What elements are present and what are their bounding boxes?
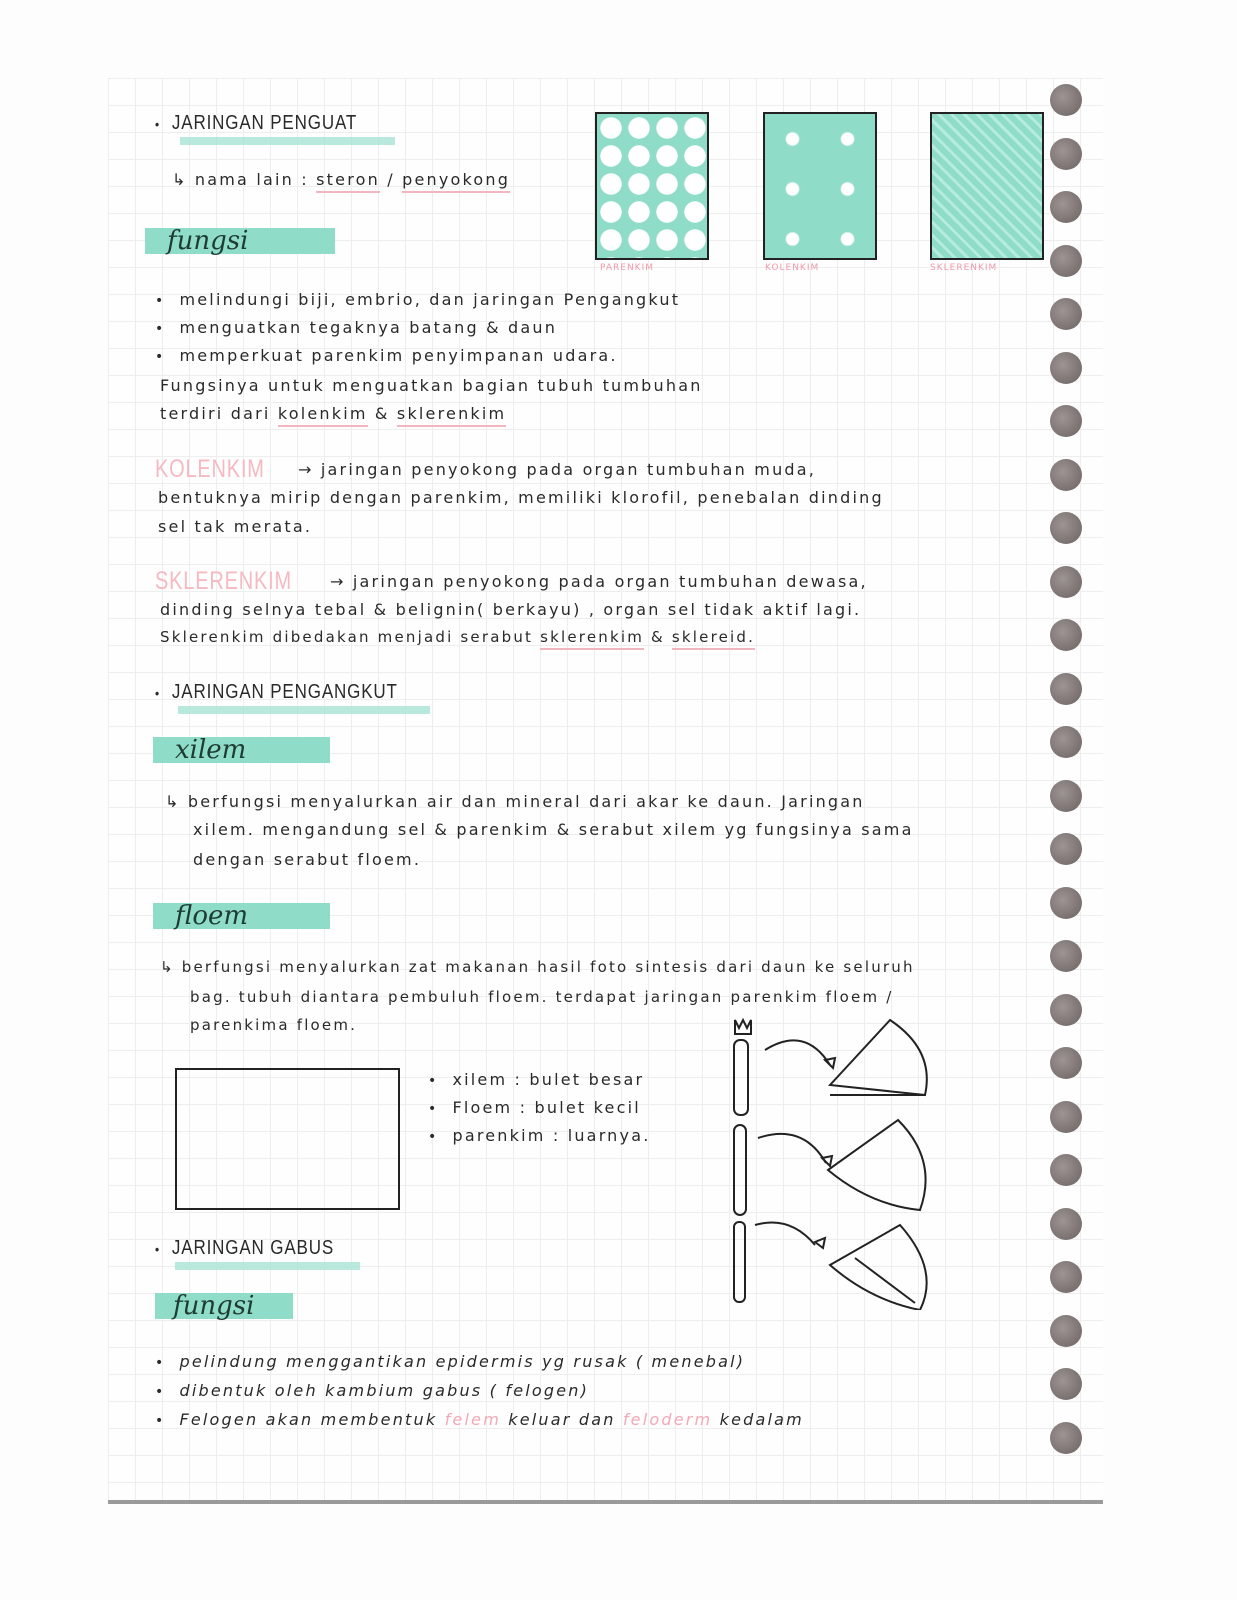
floem-line: parenkima floem. [190,1016,358,1034]
binding-hole [1050,405,1082,437]
list-item: • pelindung menggantikan epidermis yg rusak ( menebal) [155,1352,746,1371]
heading-highlight [178,706,430,714]
sklerenkim-diagram [930,112,1044,260]
floem-line: bag. tubuh diantara pembuluh floem. terdapat jaringan parenkim floem / [190,988,894,1006]
heading-highlight [175,1262,360,1270]
alias-line: ↳ nama lain : steron / penyokong [172,170,510,189]
heading-pengangkut: • JARINGAN PENGANGKUT [155,681,398,703]
binding-hole [1050,1047,1082,1079]
binding-hole [1050,138,1082,170]
list-item: • dibentuk oleh kambium gabus ( felogen) [155,1381,590,1400]
floem-label: floem [153,903,330,929]
binding-hole [1050,726,1082,758]
list-item: • menguatkan tegaknya batang & daun [155,318,558,337]
heading-highlight [180,137,395,145]
list-item: • melindungi biji, embrio, dan jaringan Pengangkut [155,290,681,309]
floem-line: ↳ berfungsi menyalurkan zat makanan hasil foto sintesis dari daun ke seluruh [160,958,915,976]
binding-hole [1050,1101,1082,1133]
stem-sketch [734,1040,748,1115]
sklerenkim-line: → jaringan penyokong pada organ tumbuhan dewasa, [330,572,868,591]
caption-parenkim: PARENKIM [600,263,655,273]
binding-hole [1050,619,1082,651]
xilem-line: ↳ berfungsi menyalurkan air dan mineral dari akar ke daun. Jaringan [165,792,865,811]
binding-hole [1050,833,1082,865]
binding-hole [1050,566,1082,598]
stem-section-sketches [720,1010,950,1310]
parenkim-diagram [595,112,709,260]
binding-hole [1050,191,1082,223]
kolenkim-line: → jaringan penyokong pada organ tumbuhan muda, [298,460,817,479]
xilem-label: xilem [153,737,330,763]
binding-hole [1050,1368,1082,1400]
list-item: • memperkuat parenkim penyimpanan udara. [155,346,618,365]
section-sketch [830,1020,927,1095]
binding-hole [1050,459,1082,491]
fungsi-label: fungsi [155,1293,293,1319]
sklerenkim-line: dinding selnya tebal & belignin( berkayu) , organ sel tidak aktif lagi. [160,600,862,619]
term-kolenkim: KOLENKIM [155,455,265,483]
caption-sklerenkim: SKLERENKIM [930,263,998,273]
legend-item: • Floem : bulet kecil [428,1098,641,1117]
list-item: • Felogen akan membentuk felem keluar dan feloderm kedalam [155,1410,804,1429]
binding-hole [1050,940,1082,972]
kolenkim-line: bentuknya mirip dengan parenkim, memiliki klorofil, penebalan dinding [158,488,884,507]
fungsi-label: fungsi [145,228,335,254]
caption-kolenkim: KOLENKIM [765,263,820,273]
term-sklerenkim: SKLERENKIM [155,567,292,595]
sklerenkim-line: Sklerenkim dibedakan menjadi serabut sklerenkim & sklereid. [160,628,755,646]
legend-item: • parenkim : luarnya. [428,1126,651,1145]
binding-hole [1050,84,1082,116]
binding-hole [1050,887,1082,919]
binding-hole [1050,673,1082,705]
binding-hole [1050,245,1082,277]
xilem-line: dengan serabut floem. [193,850,422,869]
heading-penguat: • JARINGAN PENGUAT [155,112,358,134]
xilem-line: xilem. mengandung sel & parenkim & serabut xilem yg fungsinya sama [193,820,914,839]
binding-hole [1050,994,1082,1026]
binding-hole [1050,1315,1082,1347]
binding-hole [1050,512,1082,544]
heading-gabus: • JARINGAN GABUS [155,1237,335,1259]
empty-drawing-box [175,1068,400,1210]
kolenkim-diagram [763,112,877,260]
binding-hole [1050,1422,1082,1454]
binding-hole [1050,352,1082,384]
kolenkim-line: sel tak merata. [158,517,313,536]
consists-line: terdiri dari kolenkim & sklerenkim [160,404,506,423]
binding-hole [1050,1208,1082,1240]
binding-hole [1050,780,1082,812]
binding-hole [1050,1154,1082,1186]
summary-line: Fungsinya untuk menguatkan bagian tubuh tumbuhan [160,376,703,395]
legend-item: • xilem : bulet besar [428,1070,645,1089]
binding-hole [1050,298,1082,330]
binding-hole [1050,1261,1082,1293]
